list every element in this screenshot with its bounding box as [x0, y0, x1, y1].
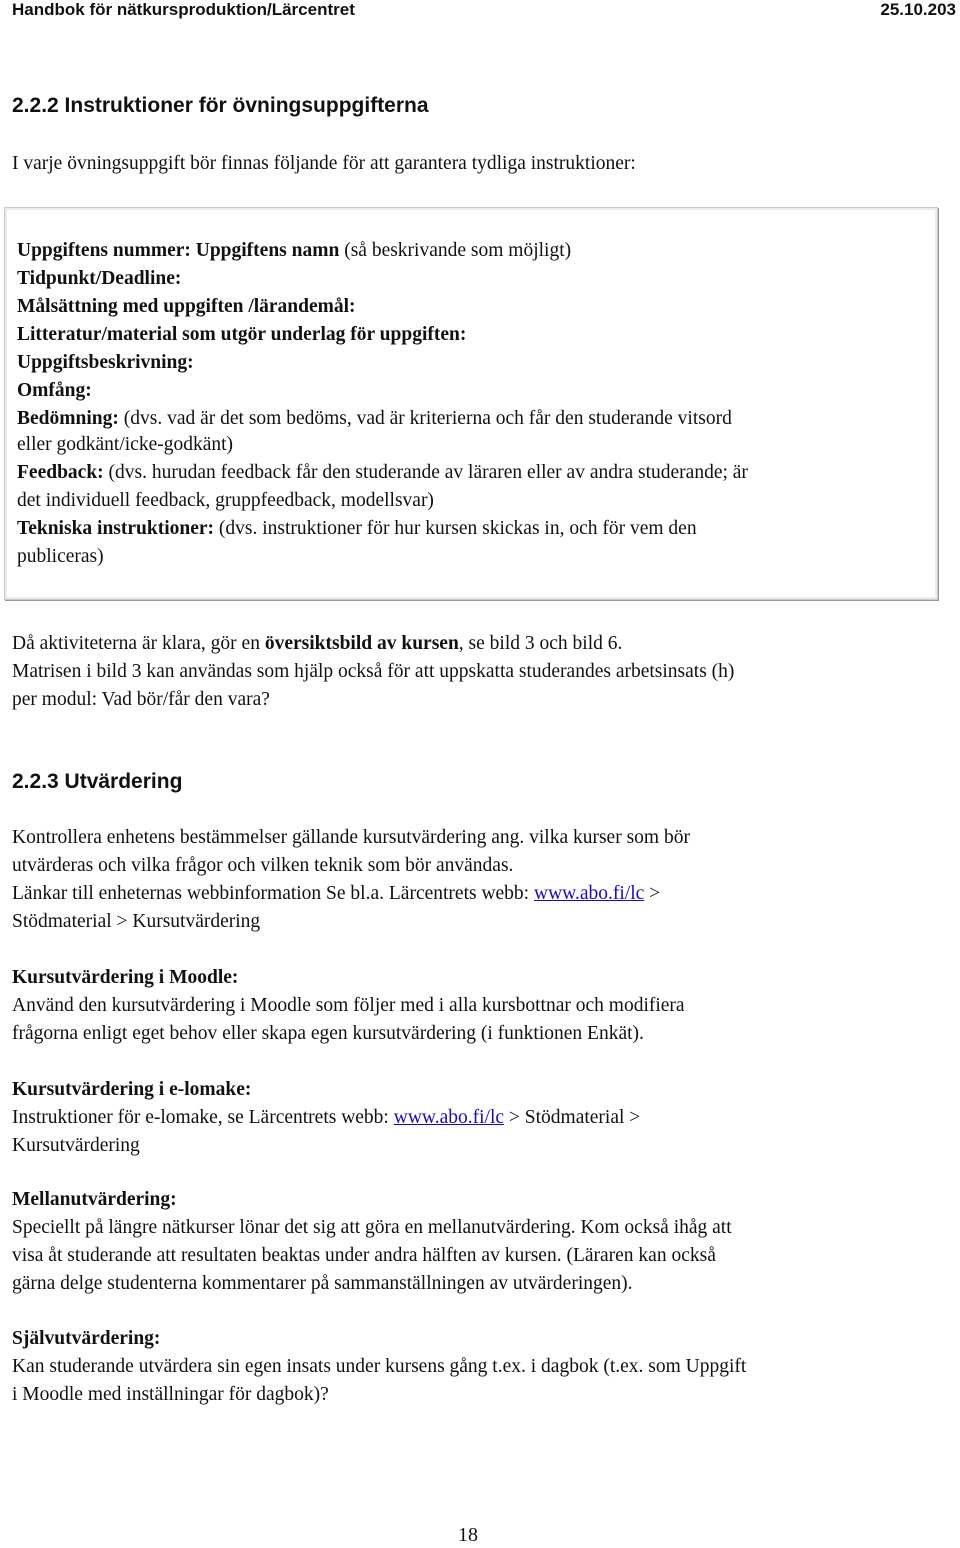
box-line: Feedback: (dvs. hurudan feedback får den studerande av läraren eller av andra studerande; är [17, 462, 748, 483]
box-line: eller godkänt/icke-godkänt) [17, 434, 234, 455]
matrix-paragraph-line: per modul: Vad bör/får den vara? [12, 689, 270, 710]
document-title: Handbok för nätkursproduktion/Lärcentret [12, 0, 355, 19]
box-line: Målsättning med uppgiften /lärandemål: [17, 296, 356, 317]
evaluation-paragraph-line: utvärderas och vilka frågor och vilken teknik som bör användas. [12, 855, 514, 876]
box-line: Uppgiftens nummer: Uppgiftens namn (så beskrivande som möjligt) [17, 240, 572, 261]
moodle-paragraph-line: frågorna enligt eget behov eller skapa egen kursutvärdering (i funktionen Enkät). [12, 1023, 644, 1044]
mellan-heading: Mellanutvärdering: [12, 1189, 177, 1210]
evaluation-paragraph-line: Stödmaterial > Kursutvärdering [12, 911, 261, 932]
mellan-paragraph-line: gärna delge studenterna kommentarer på sammanställningen av utvärderingen). [12, 1273, 633, 1294]
box-line: Omfång: [17, 380, 92, 401]
page-header [0, 0, 960, 24]
sjalv-paragraph-line: i Moodle med inställningar för dagbok)? [12, 1384, 329, 1405]
moodle-heading: Kursutvärdering i Moodle: [12, 967, 239, 988]
page-number: 18 [458, 1524, 478, 1546]
box-line: det individuell feedback, gruppfeedback, modellsvar) [17, 490, 434, 511]
abo-lc-link[interactable]: www.abo.fi/lc [533, 883, 645, 904]
sjalv-heading: Självutvärdering: [12, 1328, 161, 1349]
sjalv-paragraph-line: Kan studerande utvärdera sin egen insats under kursens gång t.ex. i dagbok (t.ex. som Uppgift [12, 1356, 747, 1377]
moodle-paragraph-line: Använd den kursutvärdering i Moodle som följer med i alla kursbottnar och modifiera [12, 995, 685, 1016]
header-date: 25.10.203 [880, 0, 956, 19]
evaluation-paragraph-line: Kontrollera enhetens bestämmelser gällande kursutvärdering ang. vilka kurser som bör [12, 827, 690, 848]
elomake-heading: Kursutvärdering i e-lomake: [12, 1079, 252, 1100]
abo-lc-link[interactable]: www.abo.fi/lc [393, 1107, 505, 1128]
box-line: publiceras) [17, 546, 104, 567]
overview-paragraph: Då aktiviteterna är klara, gör en översiktsbild av kursen, se bild 3 och bild 6. [12, 633, 623, 654]
box-line: Tekniska instruktioner: (dvs. instruktioner för hur kursen skickas in, och för vem den [17, 518, 697, 539]
mellan-paragraph-line: visa åt studerande att resultaten beaktas under andra hälften av kursen. (Läraren kan också [12, 1245, 716, 1266]
elomake-paragraph-line: Kursutvärdering [12, 1135, 140, 1156]
mellan-paragraph-line: Speciellt på längre nätkurser lönar det sig att göra en mellanutvärdering. Kom också ihåg att [12, 1217, 732, 1238]
intro-paragraph: I varje övningsuppgift bör finnas följande för att garantera tydliga instruktioner: [12, 153, 636, 174]
section-heading-2-2-2: 2.2.2 Instruktioner för övningsuppgifterna [12, 94, 429, 117]
box-line: Bedömning: (dvs. vad är det som bedöms, vad är kriterierna och får den studerande vitsord [17, 408, 732, 429]
box-line: Uppgiftsbeskrivning: [17, 352, 194, 373]
box-line: Tidpunkt/Deadline: [17, 268, 182, 289]
evaluation-links-line: Länkar till enheternas webbinformation Se bl.a. Lärcentrets webb: www.abo.fi/lc > [12, 883, 661, 904]
elomake-links-line: Instruktioner för e-lomake, se Lärcentrets webb: www.abo.fi/lc > Stödmaterial > [12, 1107, 641, 1128]
section-heading-2-2-3: 2.2.3 Utvärdering [12, 770, 183, 793]
box-line: Litteratur/material som utgör underlag för uppgiften: [17, 324, 467, 345]
instruction-template-box [4, 207, 938, 600]
matrix-paragraph-line: Matrisen i bild 3 kan användas som hjälp också för att uppskatta studerandes arbetsinsats (h) [12, 661, 735, 682]
